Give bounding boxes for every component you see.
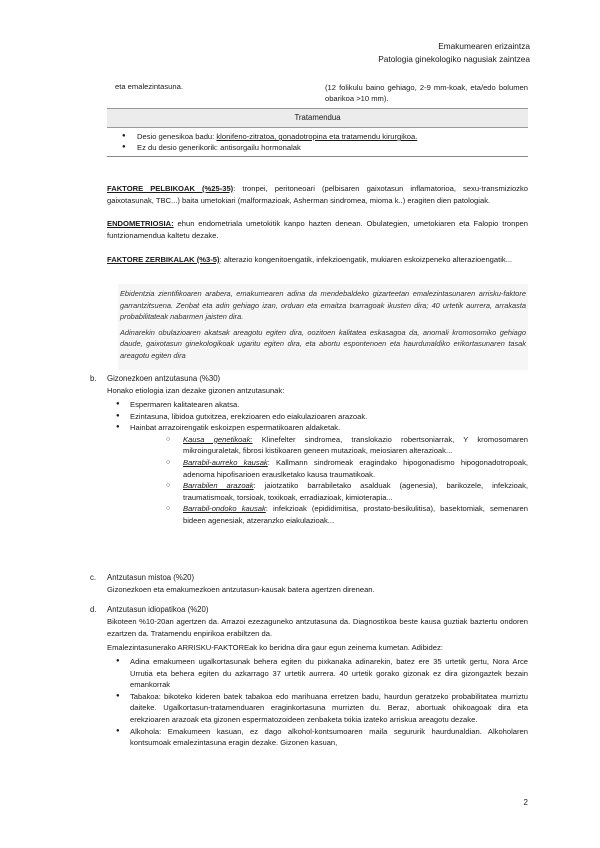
risk-factor-list <box>130 656 528 749</box>
treatment-link[interactable]: klonifeno-zitratoa, gonadotropina eta tratamendu kirurgikoa. <box>216 132 418 141</box>
cause-text: : infekzioak (epididimitisa, prostato-besikulitisa), basektomiak, semenaren bideen agenesiak, atzeranzko eiakulazioak... <box>183 504 529 525</box>
evidence-box <box>118 284 528 370</box>
table-row <box>107 80 528 108</box>
section-b-intro: Honako etiologia izan dezake gizonen antzutasunak: <box>107 386 285 395</box>
list-item <box>183 457 528 480</box>
factor-term: ENDOMETRIOSIA: <box>107 219 174 228</box>
factor-text: : alterazio kongenitoengatik, infekzioengatik, mukiaren eskoizpeneko alterazioengatik... <box>219 255 513 264</box>
section-c-text: Gizonezkoen eta emakumezkoen antzutasun-kausak batera agertzen direnean. <box>107 585 375 594</box>
cause-term: Barrabil-aurreko kausak <box>183 457 268 467</box>
section-title: Antzutasun idiopatikoa (%20) <box>107 605 209 614</box>
factor-term: FAKTORE ZERBIKALAK (%3-5) <box>107 255 220 264</box>
list-item-text: Hainbat arrazoirengatik eskoizpen espermatikoaren aldaketak. <box>130 423 341 433</box>
factor-text: ehun endometriala umetokitik kanpo hazten denean. Obulategien, umetokiaren eta Falopio tronpen funtzionamendua kaltetu dezake. <box>107 219 528 240</box>
section-label: d. <box>90 605 97 614</box>
cause-term: Kausa genetikoak: <box>183 434 253 444</box>
cause-text: Klinefelter sindromea, translokazio robertsoniarrak, Y kromosomaren mikroinguraletak, fibrosi kistikoaren geneen mutazioak, meiosiaren alterazioak... <box>183 434 529 456</box>
list-item <box>137 142 528 153</box>
cause-term: Barrabil-ondoko kausak <box>183 504 266 514</box>
table-divider <box>107 156 528 157</box>
factor-cervical <box>107 254 528 266</box>
list-item: ● Espermaren kalitatearen akatsa. <box>130 399 528 411</box>
cause-term: Barrabilen arazoak <box>183 481 254 491</box>
treatment-list <box>107 128 528 156</box>
factor-term: FAKTORE PELBIKOAK (%25-35) <box>107 184 234 193</box>
cause-sublist <box>130 434 528 527</box>
header-line-2: Patologia ginekologiko nagusiak zaintzea <box>378 54 530 64</box>
list-item <box>183 503 528 526</box>
evidence-paragraph: Ebidentzia zientifikoaren arabera, emakumearen adina da mendebaldeko gizarteetan emalezintasunaren arrisku-faktore garrantzitsuena. Zenbat eta adin gehiago izan, orduan eta emaitza txarragoak ikusten dira; 40 urtetik aurrera, arrakasta probabilitateak nabarmen jaisten dira. <box>120 289 526 322</box>
criteria-table <box>107 80 528 157</box>
treatment-header: Tratamendua <box>107 108 528 128</box>
header-line-1: Emakumearen erizaintza <box>438 41 530 51</box>
evidence-paragraph: Adinarekin obulazioaren akatsak areagotu egiten dira, oozitoen kalitatea eskasagoa da, anomali kromosomiko gehiago daude, gaixotasun ginekologikoak ugaritu egiten dira, eta abortu espontenoen eta haurdunaldiko erikortasunaren tasak areagotu egiten dira <box>120 327 526 360</box>
treatment-prefix: Ez du desio generikorik: antisorgailu hormonalak <box>137 143 301 152</box>
factor-text: : tronpei, peritoneoari (pelbisaren gaixotasun inflamatorioa, sexu-transmiziozko gaixotasunak, TBC...) baita umetokiari (malformazioak, Asherman sindromea, mioma k..) eragiten dien patologiak. <box>107 184 528 205</box>
section-label: b. <box>90 374 97 383</box>
list-item <box>130 422 528 526</box>
list-item <box>183 480 528 503</box>
section-b-heading <box>90 373 220 385</box>
list-item: ● Ezintasuna, libidoa gutxitzea, erekzioaren edo eiakulazioaren arazoak. <box>130 411 528 423</box>
section-title: Antzutasun mistoa (%20) <box>107 573 195 582</box>
list-item: ● Adina emakumeen ugalkortasunak behera egiten du pixkanaka adinarekin, batez ere 35 urtetik gertu, Nora Arce Urrutia eta behera egiten du azkarrago 37 urtetik aurrera. 40 urtetik gorako gizonak ez dira gizongaztek bezain emankorrak <box>130 656 528 691</box>
table-cell: (12 folikulu baino gehiago, 2-9 mm-koak, eta/edo bolumen obarikoa >10 mm). <box>324 83 528 103</box>
cause-text: : jaiotzatiko barrabiletako asalduak (agenesia), barikozele, infekzioak, traumatismoak, torsioak, toxikoak, erradiazioak, kimioterapia... <box>183 481 528 502</box>
list-item <box>183 434 528 457</box>
list-item: ● Alkohola: Emakumeen kasuan, ez dago alkohol-kontsumoaren maila segururik haurdunaldian. Alkoholaren kontsumoak emalezintasuna eragin dezake. Gizonen kasuan, <box>130 726 528 749</box>
section-d-heading <box>90 604 208 616</box>
factor-endometriosis <box>107 218 528 241</box>
section-title: Gizonezkoen antzutasuna (%30) <box>107 374 221 383</box>
cause-text: : Kallmann sindromeak eragindako hipogonadismo hipogonadotropoak, adenoma hipofisarioen erauslketako kausa traumatikoak. <box>183 457 528 479</box>
section-d-paragraph: Bikoteen %10-20an agertzen da. Arrazoi ezezaguneko antzutasuna da. Diagnostikoa beste kausa guztiak baztertu ondoren ezartzen da. Tratamendu enpirikoa erabiltzen da. <box>107 617 528 638</box>
page-number: 2 <box>523 798 528 807</box>
section-b-list <box>130 399 528 527</box>
list-item <box>137 131 528 142</box>
section-label: c. <box>90 573 97 582</box>
factor-pelvic <box>107 183 528 206</box>
running-header <box>378 40 530 66</box>
section-d-paragraph: Emalezintasunerako ARRISKU-FAKTOREak ko beridna dira gaur egun zeinema kumetan. Adibidez: <box>107 643 443 652</box>
list-item: ● Tabakoa: bikoteko kideren batek tabakoa edo marihuana erretzen badu, haurdun geratzeko probabilitatea murriztu daiteke. Ugalkortasun-tratamenduaren eraginkortasuna murrizten du. Beraz, abortuak ohikoagoak dira eta erekzioaren arazoak eta gizonen espermatozoideen zenbaketa txikia izateko arriskua areagotu dezake. <box>130 691 528 726</box>
section-c-heading <box>90 572 194 584</box>
treatment-prefix: Desio genesikoa badu: <box>137 132 217 141</box>
table-cell: eta emalezintasuna. <box>115 82 183 91</box>
